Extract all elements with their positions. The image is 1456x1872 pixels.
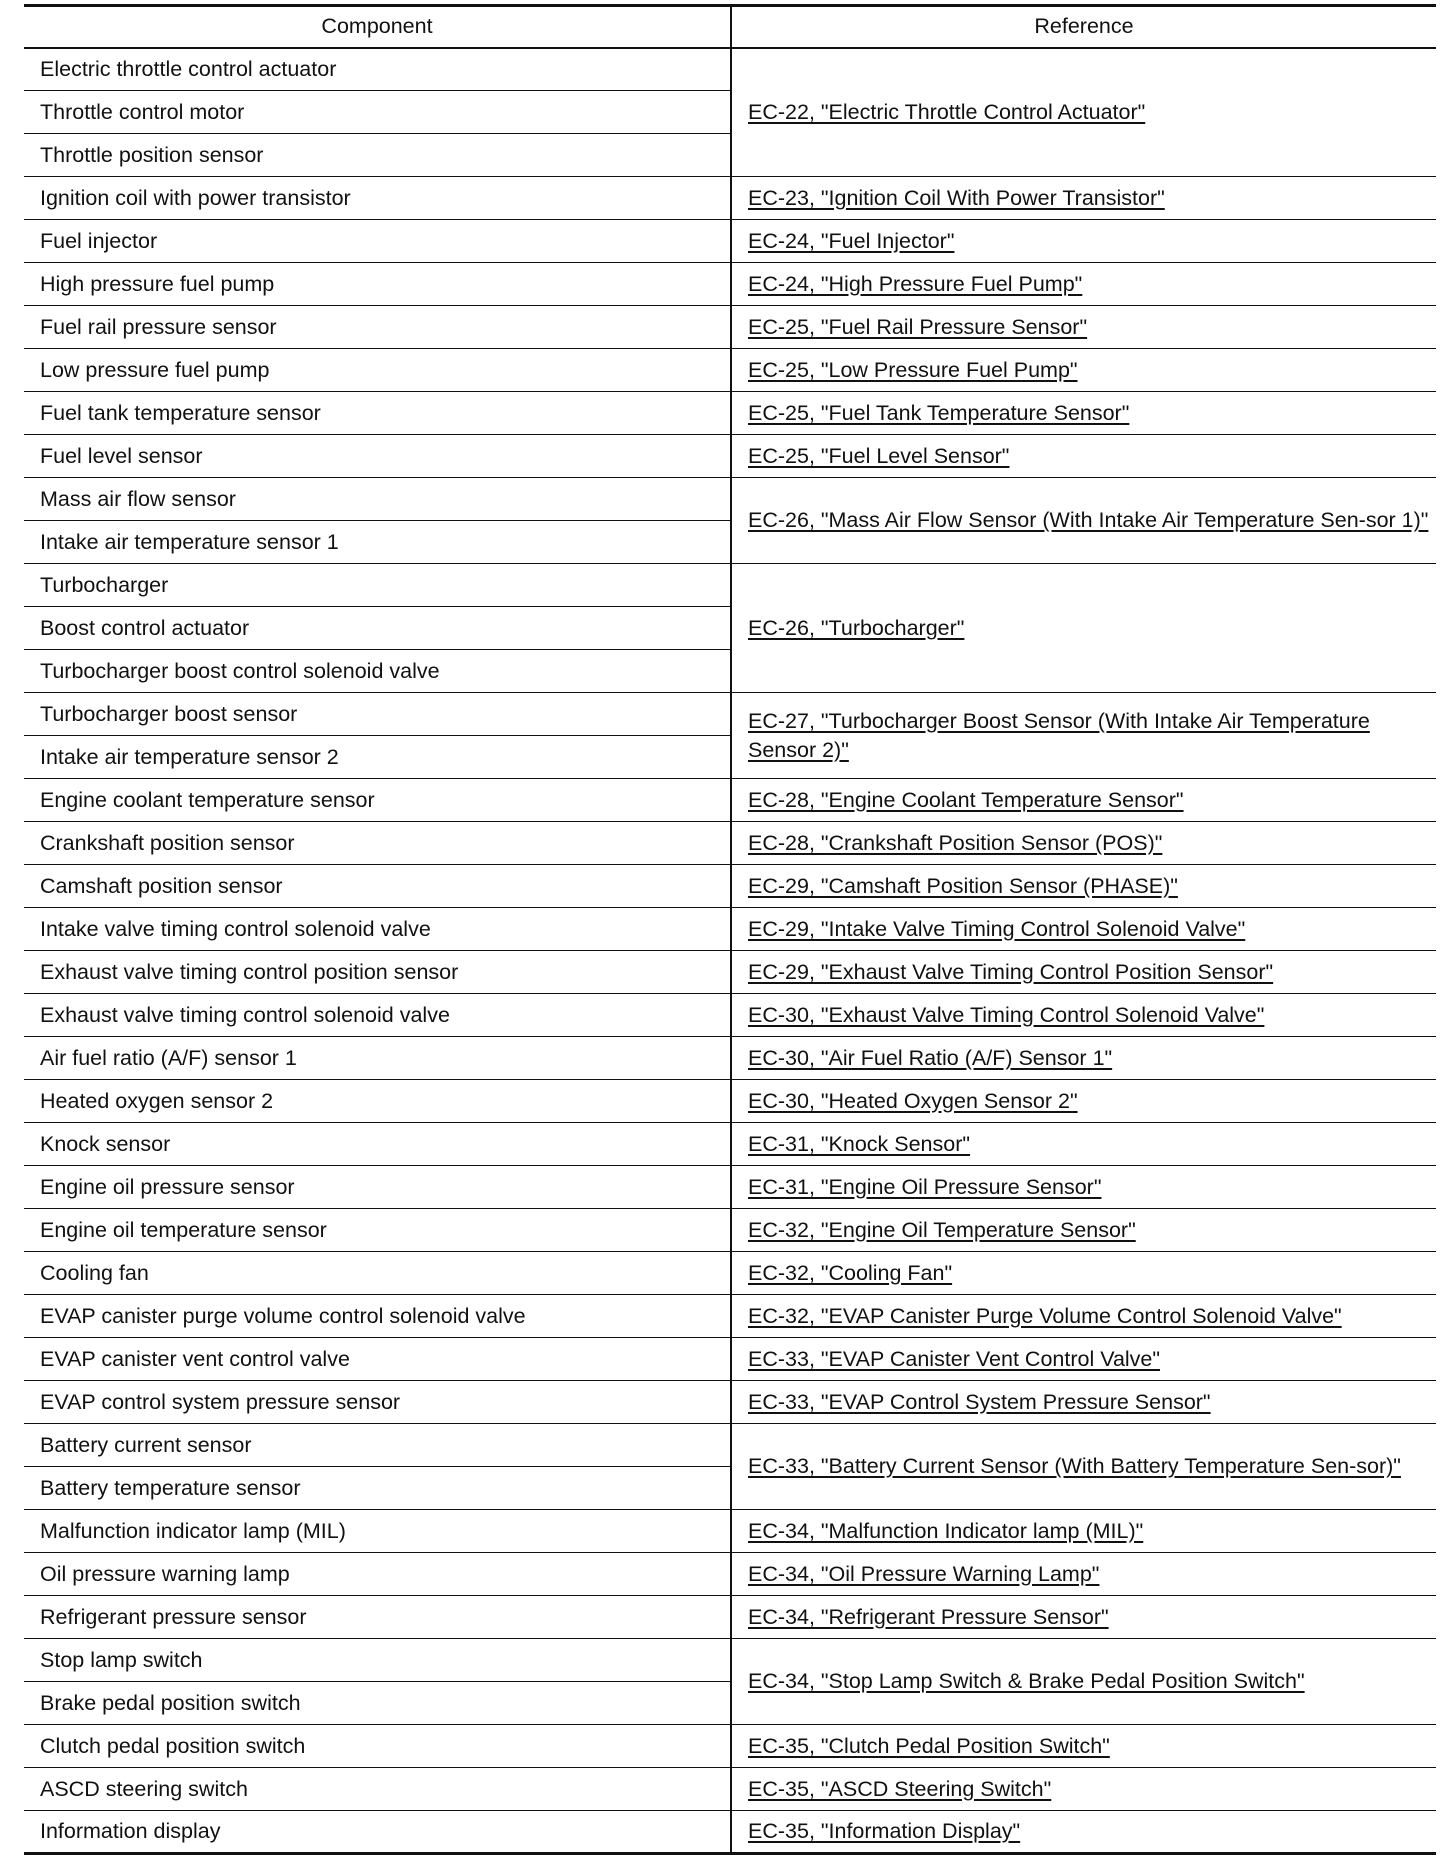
reference-link[interactable]: EC-34, "Stop Lamp Switch & Brake Pedal Position Switch"	[748, 1669, 1305, 1693]
reference-link[interactable]: EC-32, "EVAP Canister Purge Volume Control Solenoid Valve"	[748, 1303, 1342, 1328]
table-row	[24, 306, 1436, 349]
reference-link[interactable]: EC-25, "Fuel Rail Pressure Sensor"	[748, 314, 1088, 339]
component-cell: Refrigerant pressure sensor	[24, 1596, 731, 1639]
reference-link[interactable]: EC-30, "Exhaust Valve Timing Control Solenoid Valve"	[748, 1002, 1265, 1027]
reference-link[interactable]: EC-31, "Knock Sensor"	[748, 1131, 971, 1156]
component-cell: Battery current sensor	[24, 1424, 731, 1467]
reference-link[interactable]: EC-31, "Engine Oil Pressure Sensor"	[748, 1174, 1102, 1199]
table-row	[24, 822, 1436, 865]
table-row	[24, 349, 1436, 392]
component-cell: Exhaust valve timing control position sensor	[24, 951, 731, 994]
header-row	[24, 6, 1436, 48]
reference-link[interactable]: EC-25, "Low Pressure Fuel Pump"	[748, 357, 1078, 382]
reference-cell	[731, 1811, 1436, 1854]
component-cell: Fuel rail pressure sensor	[24, 306, 731, 349]
reference-cell	[731, 349, 1436, 392]
reference-cell	[731, 1037, 1436, 1080]
reference-link[interactable]: EC-34, "Oil Pressure Warning Lamp"	[748, 1561, 1100, 1586]
component-cell: EVAP control system pressure sensor	[24, 1381, 731, 1424]
reference-link[interactable]: EC-24, "Fuel Injector"	[748, 228, 955, 253]
component-cell: Turbocharger boost sensor	[24, 693, 731, 736]
component-cell: Electric throttle control actuator	[24, 48, 731, 91]
reference-cell	[731, 1123, 1436, 1166]
reference-cell	[731, 908, 1436, 951]
component-cell: Engine oil temperature sensor	[24, 1209, 731, 1252]
component-cell: Intake valve timing control solenoid valve	[24, 908, 731, 951]
table-row	[24, 1166, 1436, 1209]
component-cell: Crankshaft position sensor	[24, 822, 731, 865]
reference-cell	[731, 1381, 1436, 1424]
reference-cell	[731, 478, 1436, 564]
component-cell: Boost control actuator	[24, 607, 731, 650]
table-row	[24, 392, 1436, 435]
component-cell: Intake air temperature sensor 2	[24, 736, 731, 779]
reference-link[interactable]: EC-35, "Clutch Pedal Position Switch"	[748, 1733, 1110, 1758]
reference-cell	[731, 177, 1436, 220]
table-row	[24, 779, 1436, 822]
reference-cell	[731, 48, 1436, 177]
reference-cell	[731, 951, 1436, 994]
table-row	[24, 564, 1436, 607]
reference-link[interactable]: EC-30, "Heated Oxygen Sensor 2"	[748, 1088, 1078, 1113]
component-cell: Mass air flow sensor	[24, 478, 731, 521]
table-row	[24, 1209, 1436, 1252]
table-row	[24, 693, 1436, 736]
table-row	[24, 994, 1436, 1037]
table-row	[24, 1123, 1436, 1166]
table-row	[24, 1424, 1436, 1467]
component-cell: Clutch pedal position switch	[24, 1725, 731, 1768]
component-cell: High pressure fuel pump	[24, 263, 731, 306]
reference-cell	[731, 1209, 1436, 1252]
component-cell: Fuel tank temperature sensor	[24, 392, 731, 435]
reference-link[interactable]: EC-30, "Air Fuel Ratio (A/F) Sensor 1"	[748, 1045, 1113, 1070]
reference-cell	[731, 306, 1436, 349]
table-row	[24, 1510, 1436, 1553]
table-row	[24, 1381, 1436, 1424]
component-cell: Throttle position sensor	[24, 134, 731, 177]
reference-cell	[731, 1166, 1436, 1209]
table-row	[24, 1252, 1436, 1295]
reference-cell	[731, 435, 1436, 478]
table-row	[24, 1811, 1436, 1854]
component-cell: Fuel level sensor	[24, 435, 731, 478]
reference-link[interactable]: EC-33, "EVAP Canister Vent Control Valve"	[748, 1346, 1161, 1371]
component-cell: Turbocharger	[24, 564, 731, 607]
reference-link[interactable]: EC-23, "Ignition Coil With Power Transistor"	[748, 185, 1165, 210]
reference-link[interactable]: EC-26, "Turbocharger"	[748, 615, 965, 640]
component-cell: Camshaft position sensor	[24, 865, 731, 908]
table-row	[24, 177, 1436, 220]
reference-cell	[731, 1510, 1436, 1553]
reference-cell	[731, 822, 1436, 865]
table-row	[24, 1080, 1436, 1123]
table-row	[24, 48, 1436, 91]
component-cell: Throttle control motor	[24, 91, 731, 134]
reference-link[interactable]: EC-29, "Intake Valve Timing Control Solenoid Valve"	[748, 916, 1246, 941]
component-cell: Cooling fan	[24, 1252, 731, 1295]
table-row	[24, 220, 1436, 263]
reference-link[interactable]: EC-27, "Turbocharger Boost Sensor (With Intake Air Temperature Sensor 2)"	[748, 708, 1370, 762]
reference-cell	[731, 994, 1436, 1037]
reference-cell	[731, 1338, 1436, 1381]
component-cell: EVAP canister purge volume control solenoid valve	[24, 1295, 731, 1338]
component-cell: Intake air temperature sensor 1	[24, 521, 731, 564]
reference-column-header: Reference	[731, 6, 1436, 48]
reference-link[interactable]: EC-34, "Refrigerant Pressure Sensor"	[748, 1604, 1109, 1629]
reference-cell	[731, 779, 1436, 822]
reference-link[interactable]: EC-28, "Engine Coolant Temperature Sensor"	[748, 787, 1184, 812]
reference-cell	[731, 564, 1436, 693]
component-cell: Information display	[24, 1811, 731, 1854]
reference-link[interactable]: EC-29, "Camshaft Position Sensor (PHASE)"	[748, 873, 1178, 898]
component-cell: Stop lamp switch	[24, 1639, 731, 1682]
component-cell: Battery temperature sensor	[24, 1467, 731, 1510]
component-cell: Engine oil pressure sensor	[24, 1166, 731, 1209]
component-cell: Ignition coil with power transistor	[24, 177, 731, 220]
component-cell: Air fuel ratio (A/F) sensor 1	[24, 1037, 731, 1080]
reference-link[interactable]: EC-32, "Cooling Fan"	[748, 1260, 953, 1285]
reference-cell	[731, 693, 1436, 779]
component-cell: Exhaust valve timing control solenoid valve	[24, 994, 731, 1037]
table-row	[24, 478, 1436, 521]
reference-link[interactable]: EC-25, "Fuel Level Sensor"	[748, 443, 1010, 468]
table-row	[24, 1338, 1436, 1381]
reference-cell	[731, 1596, 1436, 1639]
reference-link[interactable]: EC-32, "Engine Oil Temperature Sensor"	[748, 1217, 1136, 1242]
reference-cell	[731, 263, 1436, 306]
reference-cell	[731, 1553, 1436, 1596]
table-row	[24, 1295, 1436, 1338]
table-body	[24, 48, 1436, 1854]
component-cell: Malfunction indicator lamp (MIL)	[24, 1510, 731, 1553]
table-row	[24, 908, 1436, 951]
table-row	[24, 865, 1436, 908]
component-cell: EVAP canister vent control valve	[24, 1338, 731, 1381]
component-cell: Knock sensor	[24, 1123, 731, 1166]
reference-link[interactable]: EC-33, "Battery Current Sensor (With Battery Temperature Sen-sor)"	[748, 1454, 1401, 1478]
table-row	[24, 1037, 1436, 1080]
reference-cell	[731, 1080, 1436, 1123]
table-row	[24, 435, 1436, 478]
table-row	[24, 263, 1436, 306]
reference-link[interactable]: EC-25, "Fuel Tank Temperature Sensor"	[748, 400, 1130, 425]
table-row	[24, 1553, 1436, 1596]
component-cell: Engine coolant temperature sensor	[24, 779, 731, 822]
reference-link[interactable]: EC-24, "High Pressure Fuel Pump"	[748, 271, 1083, 296]
reference-link[interactable]: EC-34, "Malfunction Indicator lamp (MIL)"	[748, 1518, 1144, 1543]
component-cell: Low pressure fuel pump	[24, 349, 731, 392]
reference-link[interactable]: EC-29, "Exhaust Valve Timing Control Position Sensor"	[748, 959, 1274, 984]
reference-link[interactable]: EC-35, "ASCD Steering Switch"	[748, 1776, 1052, 1801]
table-row	[24, 1725, 1436, 1768]
reference-link[interactable]: EC-35, "Information Display"	[748, 1819, 1021, 1843]
reference-link[interactable]: EC-33, "EVAP Control System Pressure Sensor"	[748, 1389, 1211, 1414]
reference-cell	[731, 392, 1436, 435]
reference-cell	[731, 1639, 1436, 1725]
component-cell: ASCD steering switch	[24, 1768, 731, 1811]
component-cell: Fuel injector	[24, 220, 731, 263]
table-row	[24, 1596, 1436, 1639]
reference-cell	[731, 1252, 1436, 1295]
component-cell: Heated oxygen sensor 2	[24, 1080, 731, 1123]
component-cell: Turbocharger boost control solenoid valve	[24, 650, 731, 693]
reference-link[interactable]: EC-26, "Mass Air Flow Sensor (With Intake Air Temperature Sen-sor 1)"	[748, 508, 1429, 532]
reference-link[interactable]: EC-28, "Crankshaft Position Sensor (POS)"	[748, 830, 1163, 855]
reference-cell	[731, 1295, 1436, 1338]
component-cell: Oil pressure warning lamp	[24, 1553, 731, 1596]
table-row	[24, 951, 1436, 994]
table-row	[24, 1768, 1436, 1811]
reference-cell	[731, 865, 1436, 908]
component-column-header: Component	[24, 6, 731, 48]
reference-cell	[731, 1768, 1436, 1811]
reference-cell	[731, 1725, 1436, 1768]
reference-link[interactable]: EC-22, "Electric Throttle Control Actuator"	[748, 99, 1146, 124]
component-cell: Brake pedal position switch	[24, 1682, 731, 1725]
reference-cell	[731, 220, 1436, 263]
reference-cell	[731, 1424, 1436, 1510]
table-row	[24, 1639, 1436, 1682]
component-reference-table	[24, 4, 1436, 1855]
